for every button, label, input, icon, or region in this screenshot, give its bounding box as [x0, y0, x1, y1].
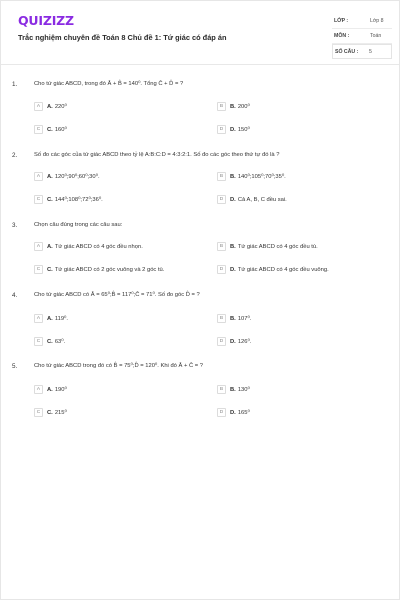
- option-label: D.: [230, 409, 236, 416]
- option-value: Tứ giác ABCD có 2 góc vuông và 2 góc tù.: [54, 266, 165, 273]
- question-text: Chọn câu đúng trong các câu sau:: [34, 222, 123, 228]
- question-text: Cho tứ giác ABCD, trong đó Â + B̂ = 140⁰. Tổng Ĉ + D̂ = ?: [34, 81, 184, 87]
- option-d[interactable]: [217, 408, 250, 417]
- option-label: C.: [47, 266, 53, 273]
- option-c[interactable]: [34, 265, 164, 274]
- option-value: 144⁰;108⁰;72⁰;36⁰.: [54, 196, 103, 203]
- option-value: 119⁰.: [54, 315, 68, 322]
- option-label: D.: [230, 266, 236, 273]
- option-a[interactable]: [34, 385, 67, 394]
- question-text: Cho tứ giác ABCD trong đó có B̂ = 75⁰;D̂ = 120⁰. Khi đó Â + Ĉ = ?: [34, 363, 204, 369]
- option-value: Tứ giác ABCD có 4 góc đều nhọn.: [54, 243, 143, 250]
- meta-key: SỐ CÂU :: [335, 48, 359, 55]
- option-letter-box: D: [217, 408, 226, 417]
- option-letter-box: B: [217, 102, 226, 111]
- option-d[interactable]: [217, 125, 250, 134]
- option-value: 126⁰.: [237, 338, 252, 345]
- question-text: Cho tứ giác ABCD có Â = 65⁰;B̂ = 117⁰;Ĉ = 71⁰. Số đo góc D̂ = ?: [34, 292, 200, 298]
- option-letter-box: D: [217, 195, 226, 204]
- option-value: 140⁰;105⁰;70⁰;35⁰.: [237, 173, 286, 180]
- option-a[interactable]: [34, 242, 143, 251]
- option-c[interactable]: [34, 408, 67, 417]
- question-text: Số đo các góc của tứ giác ABCD theo tỷ lệ A:B:C:D = 4:3:2:1. Số đo các góc theo thứ tự đó là ?: [34, 152, 280, 158]
- option-letter-box: A: [34, 385, 43, 394]
- option-b[interactable]: [217, 385, 250, 394]
- meta-value: Lớp 8: [370, 18, 384, 24]
- option-label: B.: [230, 173, 236, 180]
- option-value: 200⁰: [237, 103, 250, 110]
- option-value: 120⁰;90⁰;60⁰;30⁰.: [54, 173, 100, 180]
- option-label: C.: [47, 409, 53, 416]
- question-number: 5.: [12, 363, 18, 370]
- meta-row-count: [332, 44, 392, 59]
- quizizz-logo: QUIZIZZ: [18, 13, 74, 28]
- meta-value: 5: [369, 48, 372, 55]
- option-value: 215⁰: [54, 409, 67, 416]
- meta-row-grade: [332, 14, 392, 29]
- option-value: Cả A, B, C đều sai.: [237, 196, 287, 203]
- option-b[interactable]: [217, 242, 318, 251]
- option-value: 165⁰: [237, 409, 250, 416]
- option-label: D.: [230, 126, 236, 133]
- option-label: D.: [230, 196, 236, 203]
- option-label: A.: [47, 315, 53, 322]
- option-d[interactable]: [217, 265, 329, 274]
- option-letter-box: D: [217, 337, 226, 346]
- option-b[interactable]: [217, 102, 250, 111]
- option-letter-box: A: [34, 102, 43, 111]
- option-letter-box: C: [34, 408, 43, 417]
- option-b[interactable]: [217, 172, 286, 181]
- meta-key: MÔN :: [334, 33, 350, 39]
- option-letter-box: A: [34, 242, 43, 251]
- meta-key: LỚP :: [334, 18, 349, 24]
- option-letter-box: B: [217, 172, 226, 181]
- option-label: B.: [230, 386, 236, 393]
- option-letter-box: A: [34, 172, 43, 181]
- header-divider: [1, 64, 399, 65]
- option-value: 220⁰: [54, 103, 67, 110]
- option-label: A.: [47, 173, 53, 180]
- option-label: C.: [47, 126, 53, 133]
- option-label: C.: [47, 338, 53, 345]
- option-c[interactable]: [34, 125, 67, 134]
- option-value: 63⁰.: [54, 338, 66, 345]
- meta-row-subject: [332, 29, 392, 44]
- option-d[interactable]: [217, 195, 287, 204]
- option-value: Tứ giác ABCD có 4 góc đều tù.: [237, 243, 318, 250]
- option-letter-box: C: [34, 337, 43, 346]
- option-label: C.: [47, 196, 53, 203]
- option-label: A.: [47, 386, 53, 393]
- option-letter-box: B: [217, 314, 226, 323]
- question-number: 3.: [12, 222, 18, 229]
- meta-table: [332, 14, 392, 59]
- option-d[interactable]: [217, 337, 251, 346]
- option-label: A.: [47, 103, 53, 110]
- option-label: D.: [230, 338, 236, 345]
- option-a[interactable]: [34, 314, 68, 323]
- option-c[interactable]: [34, 337, 65, 346]
- option-value: 160⁰: [54, 126, 67, 133]
- option-letter-box: C: [34, 265, 43, 274]
- option-letter-box: D: [217, 265, 226, 274]
- question-number: 2.: [12, 152, 18, 159]
- option-label: A.: [47, 243, 53, 250]
- option-letter-box: A: [34, 314, 43, 323]
- question-number: 4.: [12, 292, 18, 299]
- option-value: 150⁰: [237, 126, 250, 133]
- option-label: B.: [230, 103, 236, 110]
- option-a[interactable]: [34, 102, 67, 111]
- option-letter-box: C: [34, 195, 43, 204]
- option-letter-box: B: [217, 385, 226, 394]
- worksheet-title: Trắc nghiệm chuyên đề Toán 8 Chủ đề 1: Tứ giác có đáp án: [18, 33, 227, 42]
- option-value: 190⁰: [54, 386, 67, 393]
- meta-value: Toán: [370, 33, 382, 39]
- option-value: Tứ giác ABCD có 4 góc đều vuông.: [237, 266, 329, 273]
- option-label: B.: [230, 243, 236, 250]
- option-label: B.: [230, 315, 236, 322]
- option-letter-box: D: [217, 125, 226, 134]
- option-letter-box: B: [217, 242, 226, 251]
- option-value: 107⁰.: [237, 315, 252, 322]
- option-c[interactable]: [34, 195, 103, 204]
- option-value: 130⁰: [237, 386, 250, 393]
- question-number: 1.: [12, 81, 18, 88]
- option-b[interactable]: [217, 314, 251, 323]
- option-letter-box: C: [34, 125, 43, 134]
- option-a[interactable]: [34, 172, 100, 181]
